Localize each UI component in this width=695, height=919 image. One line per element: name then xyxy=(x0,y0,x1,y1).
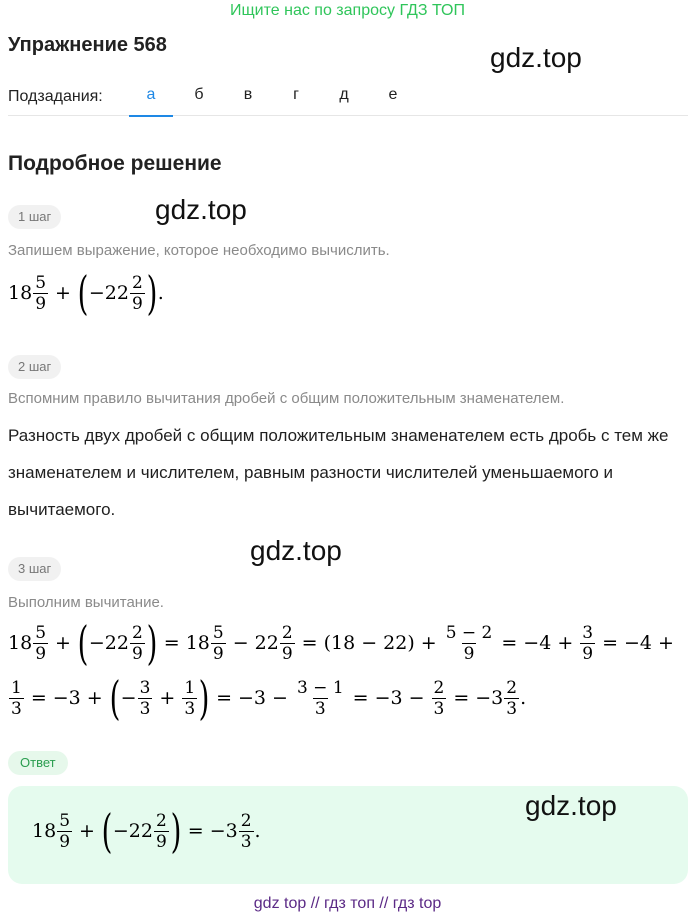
footer-links[interactable]: gdz top // гдз топ // гдз top xyxy=(253,895,442,912)
tab-g[interactable]: г xyxy=(293,86,299,103)
step-1-expression: 18 $\frac{5}{9}$ + ( −22 $\frac{2}{9}$ ) . xyxy=(8,266,164,320)
watermark: gdz.top xyxy=(490,42,582,73)
tab-a[interactable]: а xyxy=(129,86,173,116)
step-3-badge: 3 шаг xyxy=(8,557,61,581)
watermark: gdz.top xyxy=(250,535,342,566)
step-3-expression-line-1: 18 $\frac{5}{9}$ + ( −22 $\frac{2}{9}$ ) = 18 $\frac{5}{9}$ − 22 $\frac{2}{9}$ = (18 − 22) + $\frac{5 - 2}{9}$ = −4 + $\frac{3}{9}$ = −4 + xyxy=(8,616,674,670)
subtasks-label: Подзадания: xyxy=(8,88,103,105)
step-3-caption: Выполним вычитание. xyxy=(8,594,164,611)
promo-banner[interactable]: Ищите нас по запросу ГДЗ ТОП xyxy=(230,2,465,19)
step-1-caption: Запишем выражение, которое необходимо вычислить. xyxy=(8,242,390,259)
step-2-rule-text: Разность двух дробей с общим положительным знаменателем есть дробь с тем же знаменателем и числителем, равным разности числителей уменьшаемого и вычитаемого. xyxy=(8,426,669,519)
step-3-expression-line-2: $\frac{1}{3}$ = −3 + ( − $\frac{3}{3}$ + $\frac{1}{3}$ ) = −3 − $\frac{3 - 1}{3}$ = −3 − $\frac{2}{3}$ = −3 $\frac{2}{3}$ . xyxy=(11,671,527,725)
step-1-badge: 1 шаг xyxy=(8,205,61,229)
tab-d[interactable]: д xyxy=(339,86,349,103)
subtasks-bar xyxy=(8,80,688,116)
tab-b[interactable]: б xyxy=(194,86,204,103)
section-title: Подробное решение xyxy=(8,152,222,175)
answer-expression: 18 $\frac{5}{9}$ + ( −22 $\frac{2}{9}$ ) = −3 $\frac{2}{3}$ . xyxy=(32,804,261,858)
tab-e[interactable]: е xyxy=(388,86,398,103)
step-2-badge: 2 шаг xyxy=(8,355,61,379)
exercise-title: Упражнение 568 xyxy=(8,34,167,56)
watermark: gdz.top xyxy=(525,790,617,821)
step-2-caption: Вспомним правило вычитания дробей с общим положительным знаменателем. xyxy=(8,390,565,407)
answer-badge: Ответ xyxy=(8,751,68,775)
tab-v[interactable]: в xyxy=(243,86,253,103)
watermark: gdz.top xyxy=(155,194,247,225)
